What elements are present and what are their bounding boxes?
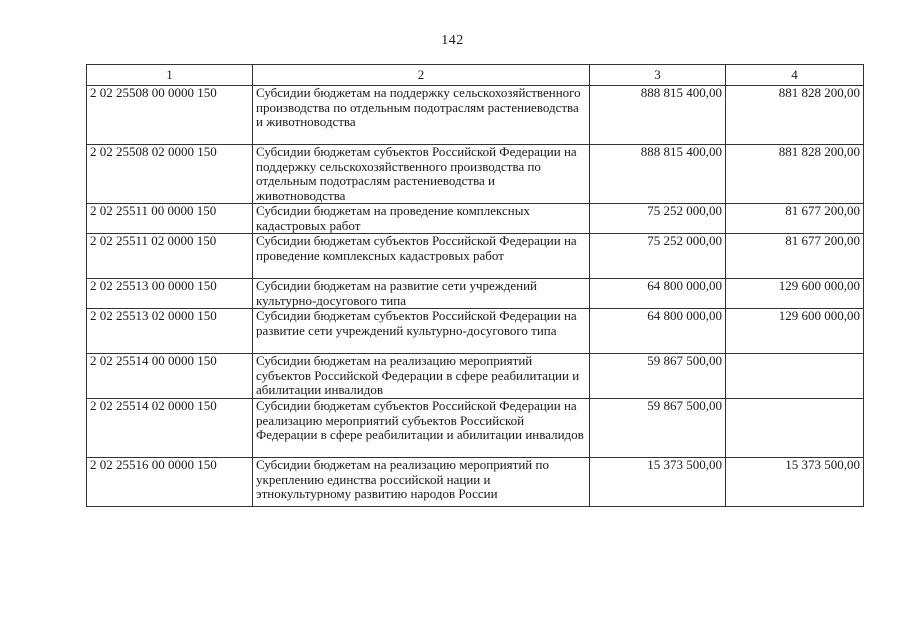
table-row (87, 279, 864, 309)
row-value-col3: 64 800 000,00 (590, 279, 726, 309)
row-value-col3: 888 815 400,00 (590, 86, 726, 145)
column-header-1: 1 (87, 65, 253, 86)
row-code: 2 02 25513 02 0000 150 (87, 309, 253, 354)
row-value-col4: 81 677 200,00 (726, 204, 864, 234)
row-value-col4: 129 600 000,00 (726, 279, 864, 309)
row-code: 2 02 25511 02 0000 150 (87, 234, 253, 279)
column-header-4: 4 (726, 65, 864, 86)
row-name: Субсидии бюджетам на развитие сети учреждений культурно-досугового типа (253, 279, 590, 309)
row-code: 2 02 25514 02 0000 150 (87, 399, 253, 458)
page-number: 142 (441, 33, 464, 48)
table-row (87, 234, 864, 279)
row-name: Субсидии бюджетам на реализацию мероприятий по укреплению единства российской нации и этнокультурному развитию народов России (253, 458, 590, 507)
row-value-col3: 59 867 500,00 (590, 399, 726, 458)
row-name: Субсидии бюджетам субъектов Российской Федерации на поддержку сельскохозяйственного производства по отдельным подотраслям растениеводства и животноводства (253, 145, 590, 204)
row-value-col3: 64 800 000,00 (590, 309, 726, 354)
row-value-col4 (726, 399, 864, 458)
row-value-col4 (726, 354, 864, 399)
row-name: Субсидии бюджетам субъектов Российской Федерации на реализацию мероприятий субъектов Российской Федерации в сфере реабилитации и абилитации инвалидов (253, 399, 590, 458)
row-name: Субсидии бюджетам на поддержку сельскохозяйственного производства по отдельным подотраслям растениеводства и животноводства (253, 86, 590, 145)
table-row (87, 204, 864, 234)
table-header-row (87, 65, 864, 86)
row-value-col3: 75 252 000,00 (590, 234, 726, 279)
row-value-col4: 129 600 000,00 (726, 309, 864, 354)
column-header-3: 3 (590, 65, 726, 86)
table-row (87, 309, 864, 354)
row-name: Субсидии бюджетам на проведение комплексных кадастровых работ (253, 204, 590, 234)
row-value-col3: 888 815 400,00 (590, 145, 726, 204)
row-code: 2 02 25511 00 0000 150 (87, 204, 253, 234)
table-row (87, 145, 864, 204)
row-value-col4: 881 828 200,00 (726, 86, 864, 145)
row-code: 2 02 25508 02 0000 150 (87, 145, 253, 204)
row-value-col3: 75 252 000,00 (590, 204, 726, 234)
budget-table (86, 64, 864, 507)
row-code: 2 02 25514 00 0000 150 (87, 354, 253, 399)
column-header-2: 2 (253, 65, 590, 86)
row-value-col3: 59 867 500,00 (590, 354, 726, 399)
row-name: Субсидии бюджетам на реализацию мероприятий субъектов Российской Федерации в сфере реабилитации и абилитации инвалидов (253, 354, 590, 399)
table-row (87, 86, 864, 145)
row-code: 2 02 25516 00 0000 150 (87, 458, 253, 507)
row-value-col4: 15 373 500,00 (726, 458, 864, 507)
row-value-col4: 881 828 200,00 (726, 145, 864, 204)
row-name: Субсидии бюджетам субъектов Российской Федерации на проведение комплексных кадастровых работ (253, 234, 590, 279)
row-code: 2 02 25513 00 0000 150 (87, 279, 253, 309)
row-value-col4: 81 677 200,00 (726, 234, 864, 279)
table-row (87, 399, 864, 458)
row-value-col3: 15 373 500,00 (590, 458, 726, 507)
table-row (87, 354, 864, 399)
row-code: 2 02 25508 00 0000 150 (87, 86, 253, 145)
row-name: Субсидии бюджетам субъектов Российской Федерации на развитие сети учреждений культурно-досугового типа (253, 309, 590, 354)
table-row (87, 458, 864, 507)
